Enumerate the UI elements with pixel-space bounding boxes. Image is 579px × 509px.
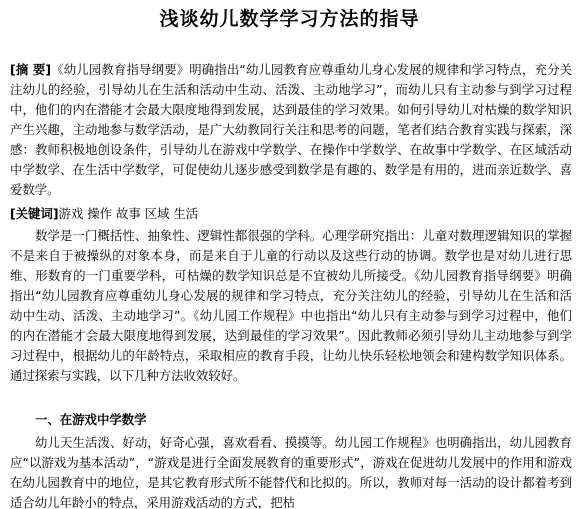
abstract-label: [摘 要]: [10, 62, 52, 77]
abstract-text: 《幼儿园教育指导纲要》明确指出“幼儿园教育应尊重幼儿身心发展的规律和学习特点，充分关注幼儿的经验，引导幼儿在生活和活动中生动、活泼、主动地学习”，而幼儿只有主动参与到学习过程中，他们的内在潜能才会最大限度地得到发展，达到最佳的学习效果。如何引导幼儿对枯燥的数学知识产生兴趣，主动地参与数学活动，是广大幼教同行关注和思考的问题，笔者们结合教育实践与探索，深感：教师积极地创设条件，引导幼儿在游戏中学数学、在操作中学数学、在故事中学数学、在区域活动中学数学、在生活中学数学，可促使幼儿逐步感受到数学是有趣的、数学是有用的，进而亲近数学、喜爱数学。: [10, 62, 573, 197]
body-paragraph-2: 幼儿天生活泼、好动，好奇心强，喜欢看看、摸摸等。幼儿园工作规程》也明确指出，幼儿园教育应“以游戏为基本活动”，“游戏是进行全面发展教育的重要形式”，游戏在促进幼儿发展中的作用和游戏在幼儿园教育中的地位，是其它教育形式所不能替代和比拟的。所以，教师对每一活动的设计都着考到适合幼儿年龄小的特点，采用游戏活动的方式，把枯: [10, 435, 572, 509]
document-title: 浅谈幼儿数学学习方法的指导: [159, 8, 420, 30]
section-heading: 一、在游戏中学数学: [35, 412, 147, 427]
body-paragraph-1: 数学是一门概括性、抽象性、逻辑性都很强的学科。心理学研究指出：儿童对数理逻辑知识的掌握不是来自于被操纵的对象本身，而是来自于儿童的行动以及这些行动的协调。数学也是对幼儿进行思维、形数育的一门重要学科，可枯燥的数学知识总是不宜被幼儿所接受。《幼儿园教育指导纲要》明确指出“幼儿园教育应尊重幼儿身心发展的规律和学习特点，充分关注幼儿的经验，引导幼儿在生活和活动中生动、活泼、主动地学习”。《幼儿园工作规程》中也指出“幼儿只有主动参与到学习过程中，他们的内在潜能才会最大限度地得到发展，达到最佳的学习效果”。因此教师必须引导幼儿主动地参与到学习过程中，根据幼儿的年龄特点，采取相应的教育手段，让幼儿快乐轻松地领会和建构数学知识体系。通过探索与实践，以下几种方法收效较好。: [10, 228, 572, 383]
keywords-label: [关键词]: [10, 206, 59, 221]
keywords-text: 游戏 操作 故事 区域 生活: [58, 206, 199, 221]
abstract-paragraph: [10, 60, 572, 200]
keywords-line: [10, 204, 572, 224]
